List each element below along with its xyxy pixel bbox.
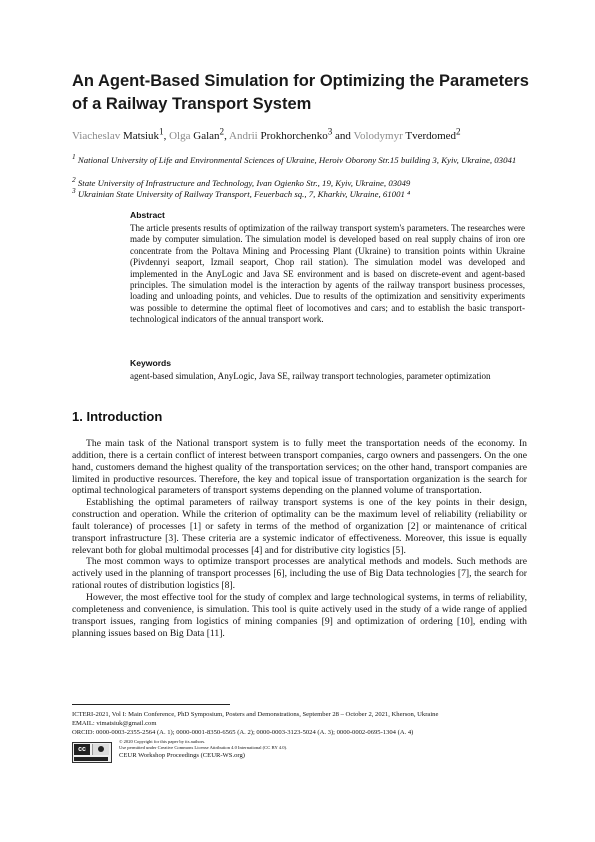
footnote-rule [72,704,230,705]
abstract-text: The article presents results of optimization of the railway transport system's parameters. The researches were made by computer simulation. The simulation model is developed based on real supply chains of iron ore concentrate from the Poltava Mining and Processing Plant (Ukraine) to transition points within Ukraine (Pivdennyi seaport, Izmail seaport, Chop rail station). The simulation model was developed and implemented in the AnyLogic and Java SE environment and is based on discrete-event and agent-based principles. The simulation model is the interaction by agents of the railway transport business processes, loading and unloading points, and vehicles. Due to results of the optimization and sensitivity experiments was possible to determine the optimal fleet of locomotives and cars; and to establish the basic transport-technological indicators of the annual transport work. [130,223,525,325]
author: Olga Galan$^2$, [169,126,229,142]
affiliation: $^1$ National University of Life and Environmental Sciences of Ukraine, Heroiv Oborony Str.15 building 3, Kyiv, Ukraine, 03041 [72,152,517,165]
footnote-copyright: © 2020 Copyright for this paper by its authors. [119,739,206,744]
body-text [72,438,527,639]
affiliation: $^2$ State University of Infrastructure and Technology, Ivan Ogienko Str., 19, Kyiv, Ukraine, 03049 [72,175,411,188]
keywords-text: agent-based simulation, AnyLogic, Java SE, railway transport technologies, parameter optimization [130,371,491,381]
paragraph: The most common ways to optimize transport processes are analytical methods and models. Such methods are actively used in the planning of transport processes [6], including the use of Big Data technologies [7], the search for rational routes of distribution logistics [8]. [72,556,527,592]
footnote-email: EMAIL: vimatsiuk@gmail.com [72,720,157,727]
footnote-conference: ICTERI-2021, Vol I: Main Conference, PhD Symposium, Posters and Demonstrations, September 28 – October 2, 2021, Kherson, Ukraine [72,711,439,718]
cc-icon: cc [74,744,90,755]
section-heading: 1. Introduction [72,409,163,424]
paper-title: An Agent-Based Simulation for Optimizing the Parameters of a Railway Transport System [72,72,529,113]
paragraph: However, the most effective tool for the study of complex and large technological systems, in terms of reliability, completeness and convenience, is simulation. This tool is quite actively used in the study of a wide range of applied transport issues, ranging from logistics of mining companies [9] and optimization of ordering [10], ending with planning issues based on Big Data [11]. [72,591,527,639]
abstract-heading: Abstract [130,210,165,220]
cc-by-license-icon [72,742,112,763]
footnote-orcid: ORCID: 0000-0003-2355-2564 (A. 1); 0000-0001-8350-6565 (A. 2); 0000-0003-3123-5024 (A. 3); 0000-0002-0695-1304 (A. 4) [72,729,414,736]
paragraph: The main task of the National transport system is to fully meet the transportation needs of the economy. In addition, there is a certain conflict of interest between transport companies, cargo owners and passengers. On the one hand, customers demand the highest quality of the transportation services; on the other hand, transport companies are limited in productive resources. Therefore, the key and topical issue of transportation organization is the search for optimal technological parameters of transport systems depending on the planned volume of transportation. [72,438,527,497]
author-list [72,124,532,143]
affiliation: $^3$ Ukrainian State University of Railway Transport, Feuerbach sq., 7, Kharkiv, Ukraine, 61001 ⁴ [72,186,411,199]
footnote-license: Use permitted under Creative Commons License Attribution 4.0 International (CC BY 4.0). [119,745,288,750]
keywords-heading: Keywords [130,358,172,368]
author: Andrii Prokhorchenko$^3$ and [229,126,354,142]
attribution-icon [92,744,109,755]
paragraph: Establishing the optimal parameters of railway transport systems is one of the key points in their design, construction and operation. While the criterion of optimality can be the maximum level of reliability (reliability or fault tolerance) of processes [1] or safety in terms of the method of organization [2] or maintenance of critical transport infrastructure [3]. These criteria are a systemic indicator of effectiveness. Moreover, this issue is equally relevant both for global multimodal processes [4] and for distributive city logistics [5]. [72,497,527,556]
author: Viacheslav Matsiuk$^1$, [72,126,170,142]
author: Volodymyr Tverdomed$^2$ [353,126,461,142]
footnote-proceedings: CEUR Workshop Proceedings (CEUR-WS.org) [119,752,245,759]
